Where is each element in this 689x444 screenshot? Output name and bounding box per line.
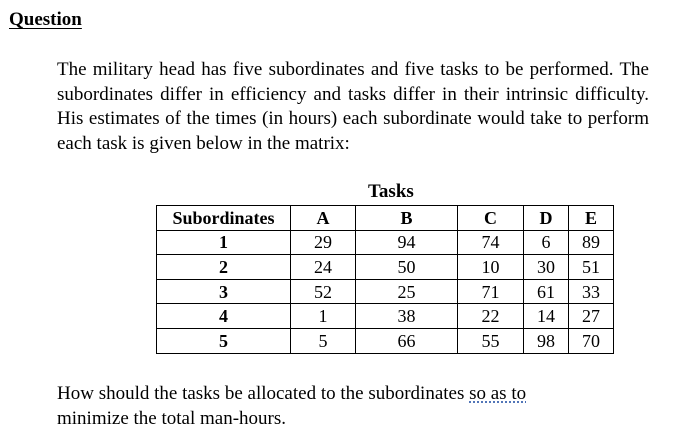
question-prompt [57,381,526,431]
table-cell: 33 [569,279,614,304]
table-cell: 6 [524,230,569,255]
table-row [157,279,614,304]
tasks-caption: Tasks [368,181,414,202]
column-header: E [569,206,614,231]
table-cell: 22 [458,304,524,329]
table-row [157,255,614,280]
time-matrix-table [156,205,614,354]
row-label: 4 [157,304,291,329]
prompt-line-1: How should the tasks be allocated to the subordinates [57,383,470,404]
table-header-row [157,206,614,231]
row-label: 5 [157,328,291,353]
row-label: 3 [157,279,291,304]
question-heading: Question [9,9,82,30]
table-cell: 10 [458,255,524,280]
table-row [157,230,614,255]
column-header: C [458,206,524,231]
table-cell: 55 [458,328,524,353]
column-header: D [524,206,569,231]
column-header: B [356,206,458,231]
table-cell: 51 [569,255,614,280]
table-cell: 74 [458,230,524,255]
problem-statement: The military head has five subordinates and five tasks to be performed. The subordinates differ in efficiency and tasks differ in their intrinsic difficulty. His estimates of the times (in hours) each subordinate would take to perform each task is given below in the matrix: [57,59,649,154]
table-cell: 14 [524,304,569,329]
table-cell: 1 [291,304,356,329]
row-label: 2 [157,255,291,280]
table-row [157,328,614,353]
table-cell: 94 [356,230,458,255]
table-cell: 52 [291,279,356,304]
prompt-line-2: minimize the total man-hours. [57,408,287,429]
table-cell: 30 [524,255,569,280]
table-cell: 71 [458,279,524,304]
table-cell: 61 [524,279,569,304]
table-cell: 25 [356,279,458,304]
table-cell: 27 [569,304,614,329]
table-cell: 38 [356,304,458,329]
table-cell: 89 [569,230,614,255]
row-label: 1 [157,230,291,255]
table-cell: 29 [291,230,356,255]
table-row [157,304,614,329]
table-cell: 24 [291,255,356,280]
table-cell: 98 [524,328,569,353]
table-cell: 66 [356,328,458,353]
table-cell: 70 [569,328,614,353]
column-header: A [291,206,356,231]
table-cell: 5 [291,328,356,353]
table-cell: 50 [356,255,458,280]
spellcheck-underlined-phrase: so as to [469,383,527,404]
subordinates-header: Subordinates [157,206,291,231]
